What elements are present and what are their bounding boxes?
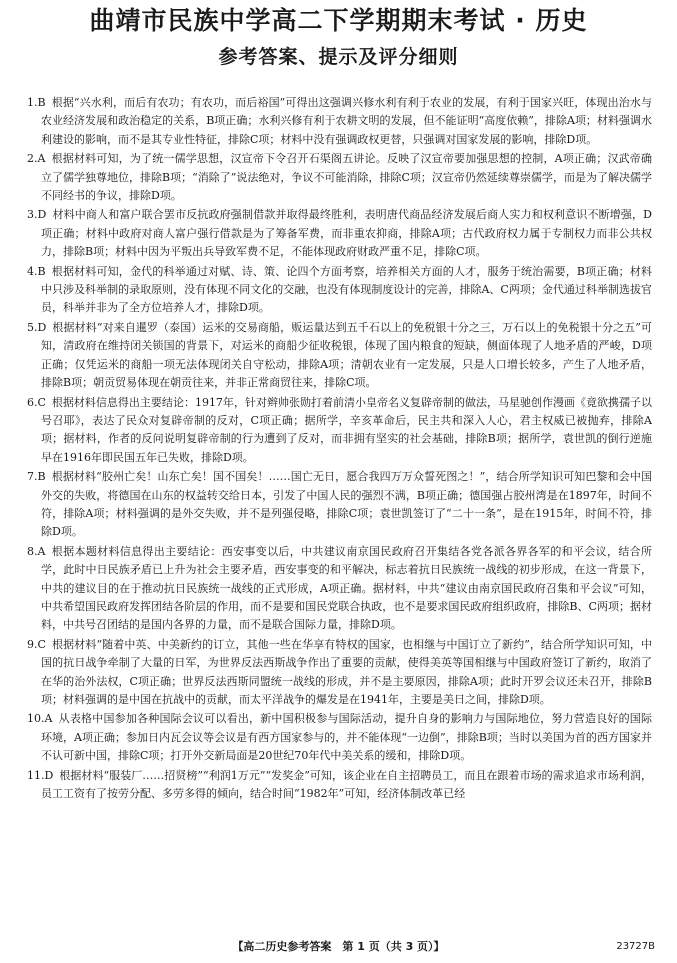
document-code: 23727B (616, 941, 655, 952)
page-number-label: 【高二历史参考答案 第 1 页（共 3 页）】 (232, 940, 445, 953)
answer-item (27, 636, 652, 710)
answer-item (27, 767, 652, 804)
answer-explanation: 根据“兴水利，而后有农功；有农功，而后裕国”可得出这强调兴修水利有利于农业的发展，有利于国家兴旺，体现出治水与农业经济发展和政治稳定的关系，B项正确；水利兴修有利于农耕文明的发展，但不能证明“高度依赖”，排除A项；材料强调水利建设的影响，而不是其专业性特征，排除C项；材料中没有强调政权更替，只强调对国家发展的影响，排除D项。 (41, 96, 652, 146)
answer-explanation: 根据材料可知，金代的科举通过对赋、诗、策、论四个方面考察，培养相关方面的人才，服务于统治需要，B项正确；材料中只涉及科举制的录取原则，没有体现不同文化的交融，也没有体现制度设计的完善，排除A、C两项；金代通过科举制选拔官员，科举并非为了全方位培养人才，排除D项。 (41, 264, 652, 315)
answer-letter: D (37, 320, 47, 334)
answer-explanation: 根据材料“随着中英、中美新约的订立，其他一些在华享有特权的国家，也相继与中国订立了新约”，结合所学知识可知，中国的抗日战争牵制了大量的日军，为世界反法西斯战争作出了重要的贡献，使得美英等国相继与中国政府签订了新约，取消了在华的治外法权，C项正确；世界反法西斯同盟统一战线的形成，并不是主要原因，排除A项；此时开罗会议还未召开，排除B项；材料强调的是中国在抗战中的贡献，而太平洋战争的爆发是在1941年，主要是美日之间，排除D项。 (41, 637, 652, 706)
answer-letter: D (37, 208, 47, 222)
page-subtitle: 参考答案、提示及评分细则 (218, 46, 459, 68)
question-number: 6. (27, 395, 38, 409)
answer-letter: C (37, 395, 46, 409)
answer-item (27, 263, 652, 318)
answer-item (27, 468, 652, 542)
answer-explanation: 根据本题材料信息得出主要结论：西安事变以后，中共建议南京国民政府召开集结各党各派各界各军的和平会议，结合所学，此时中日民族矛盾已上升为社会主要矛盾，西安事变的和平解决，标志着抗日民族统一战线的初步形成，在这一背景下，中共的建议目的在于推动抗日民族统一战线的正式形成，A项正确。据材料，中共“建议由南京国民政府召集和平会议”可知，中共希望国民政府发挥团结各阶层的作用，而不是要和国民党联合执政，也不是要求国民政府组织政府，排除B、C两项；据材料，中共号召团结的是国内各界的力量，而不是联合国际力量，排除D项。 (41, 544, 652, 632)
answer-item (27, 206, 652, 261)
question-number: 3. (27, 208, 38, 222)
answer-explanation: 根据材料信息得出主要结论：1917年，针对辫帅张勋打着前清小皇帝名义复辟帝制的做法，马星驰创作漫画《竟欲携孺子以号召耶》，表达了民众对复辟帝制的反对，C项正确；据所学，辛亥革命后，民主共和深入人心，君主权威已被抛弃，排除A项；据材料，作者的反问说明复辟帝制的行为遭到了反对，而非拥有坚实的社会基础，排除B项；据所学，袁世凯的倒行逆施早在1916年即民国五年已失败，排除D项。 (41, 395, 652, 464)
answer-explanation: 根据材料可知，为了统一儒学思想，汉宣帝下令召开石渠阁五讲论。反映了汉宣帝要加强思想的控制，A项正确；汉武帝确立了儒学独尊地位，排除B项；“消除了”说法绝对，争议不可能消除，排除C项；汉宣帝仍然延续尊崇儒学，而是为了解决儒学不同经书的争议，排除D项。 (41, 152, 652, 203)
answer-letter: A (37, 152, 46, 166)
page-footer (0, 939, 677, 955)
answer-explanation: 从表格中国参加各种国际会议可以看出，新中国积极参与国际活动，提升自身的影响力与国际地位，努力营造良好的国际环境，A项正确；参加日内瓦会议等会议是有西方国家参与的，并不能体现“一边倒”，排除B项；当时以美国为首的西方国家并不认可新中国，排除C项；打开外交新局面是20世纪70年代中美关系的缓和，排除D项。 (41, 712, 652, 763)
answer-letter: B (37, 264, 46, 278)
answer-item (27, 543, 652, 635)
answer-explanation: 材料中商人和富户联合罢市反抗政府强制借款并取得最终胜利，表明唐代商品经济发展后商人实力和权利意识不断增强，D项正确；材料中政府对商人富户强行借款是为了筹备军费，而非重农抑商，排除A项；古代政府权力属于专制权力而非公共权力，排除B项；材料中因为平叛出兵导致军费不足，不能体现政府财政严重不足，排除C项。 (41, 208, 652, 259)
question-number: 9. (27, 637, 38, 651)
question-number: 4. (27, 264, 38, 278)
answer-explanation: 根据材料“胶州亡矣！山东亡矣！国不国矣！……国亡无日，愿合我四万万众誓死图之！”，结合所学知识可知巴黎和会中国外交的失败，将德国在山东的权益转交给日本，引发了中国人民的强烈不满，B项正确；德国强占胶州湾是在1897年，时间不符，排除A项；材料强调的是外交失败，并不是列强侵略，排除C项；袁世凯签订了“二十一条”，是在1915年，时间不符，排除D项。 (41, 470, 652, 539)
answer-item (27, 150, 652, 205)
answer-letter: C (37, 637, 46, 651)
answer-item (27, 394, 652, 468)
answer-letter: B (37, 96, 46, 109)
question-number: 10. (27, 712, 45, 726)
answer-list (27, 94, 652, 804)
question-number: 2. (27, 152, 38, 166)
answer-item (27, 319, 652, 393)
question-number: 8. (27, 544, 38, 558)
question-number: 7. (27, 470, 38, 484)
answer-letter: B (37, 470, 46, 484)
answer-item (27, 94, 652, 149)
answer-letter: D (44, 768, 54, 782)
answer-item (27, 710, 652, 765)
question-number: 1. (27, 96, 38, 109)
question-number: 11. (27, 768, 45, 782)
answer-explanation: 根据材料“对来自暹罗（泰国）运米的交易商船，贩运量达到五千石以上的免税银十分之三，万石以上的免税银十分之五”可知，清政府在维持闭关锁国的背景下，对运米的商船少征收税银，体现了国内粮食的短缺，侧面体现了人地矛盾的严峻，D项正确；仅凭运米的商船一项无法体现闭关自守松动，排除A项；清朝农业有一定发展，只是人口增长较多，产生了人地矛盾，排除B项；朝贡贸易体现在朝贡往来，并非正常商贸往来，排除C项。 (41, 320, 652, 390)
answer-letter: A (37, 544, 46, 558)
answer-letter: A (44, 712, 53, 726)
page-title: 曲靖市民族中学高二下学期期末考试 · 历史 (89, 6, 588, 35)
question-number: 5. (27, 320, 38, 334)
answer-explanation: 根据材料“服装厂……招贤榜”“利润1万元”“发奖金”可知，该企业在自主招聘员工，而且在跟着市场的需求追求市场利润，员工工资有了按劳分配、多劳多得的倾向，结合时间“1982年”可知，经济体制改革已经 (41, 768, 652, 801)
